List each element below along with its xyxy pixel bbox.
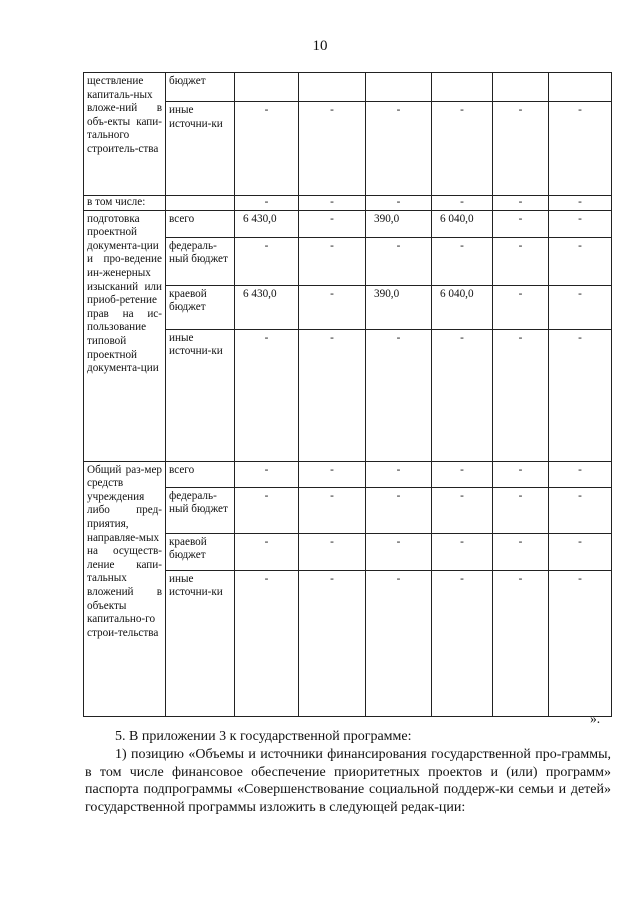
paragraph-item-1: 1) позицию «Объемы и источники финансирования государственной про-граммы, в том числе финансовое обеспечение приоритетных проектов и (или) программ» паспорта подпрограммы «Совершенствование социальной поддерж-ки семьи и детей» государственной программы изложить в следующей редак-ции: xyxy=(85,747,611,815)
source-cell: иные источни-ки xyxy=(166,102,235,196)
value-cell: - xyxy=(299,210,366,237)
value-cell: - xyxy=(549,570,612,716)
value-cell: - xyxy=(493,533,549,570)
value-cell: - xyxy=(549,461,612,487)
source-cell: всего xyxy=(166,210,235,237)
row-label-project-documentation: подготовка проектной документа-ции и про-ведение ин-женерных изысканий или приоб-ретение прав на ис-пользование типовой проектной документа-ции xyxy=(84,210,166,461)
value-cell: - xyxy=(235,570,299,716)
value-cell: - xyxy=(493,285,549,329)
value-cell xyxy=(493,73,549,102)
value-cell: - xyxy=(549,196,612,211)
value-cell: - xyxy=(299,329,366,461)
table-row xyxy=(84,461,612,487)
value-cell: - xyxy=(493,102,549,196)
value-cell: - xyxy=(299,237,366,285)
value-cell: - xyxy=(432,102,493,196)
value-cell: - xyxy=(366,329,432,461)
value-cell: - xyxy=(366,487,432,533)
value-cell: 390,0 xyxy=(366,285,432,329)
value-cell: - xyxy=(549,210,612,237)
source-cell: иные источни-ки xyxy=(166,329,235,461)
value-cell: - xyxy=(235,487,299,533)
table-row xyxy=(84,196,612,211)
value-cell: - xyxy=(299,533,366,570)
value-cell: 6 430,0 xyxy=(235,210,299,237)
source-cell xyxy=(166,196,235,211)
value-cell xyxy=(432,73,493,102)
value-cell xyxy=(235,73,299,102)
row-label-capital-investments: ществление капиталь-ных вложе-ний в объ-екты капи-тального строитель-ства xyxy=(84,73,166,196)
value-cell xyxy=(366,73,432,102)
source-cell: федераль-ный бюджет xyxy=(166,237,235,285)
value-cell: - xyxy=(432,487,493,533)
value-cell: 6 040,0 xyxy=(432,285,493,329)
source-cell: краевой бюджет xyxy=(166,285,235,329)
row-label-including: в том числе: xyxy=(84,196,166,211)
value-cell: - xyxy=(549,487,612,533)
value-cell: - xyxy=(493,570,549,716)
value-cell: - xyxy=(432,237,493,285)
value-cell: - xyxy=(299,285,366,329)
value-cell: - xyxy=(493,237,549,285)
value-cell: - xyxy=(549,329,612,461)
value-cell: - xyxy=(549,285,612,329)
source-cell: всего xyxy=(166,461,235,487)
value-cell: - xyxy=(432,461,493,487)
value-cell: - xyxy=(493,196,549,211)
value-cell xyxy=(299,73,366,102)
value-cell: - xyxy=(366,570,432,716)
value-cell: - xyxy=(432,570,493,716)
value-cell: - xyxy=(299,570,366,716)
value-cell: 390,0 xyxy=(366,210,432,237)
value-cell: - xyxy=(366,533,432,570)
value-cell: - xyxy=(493,461,549,487)
value-cell: - xyxy=(299,102,366,196)
paragraph-appendix-3: 5. В приложении 3 к государственной программе: xyxy=(115,729,412,744)
value-cell: - xyxy=(493,487,549,533)
page-number: 10 xyxy=(312,38,328,54)
source-cell: бюджет xyxy=(166,73,235,102)
value-cell: - xyxy=(235,102,299,196)
table-row xyxy=(84,73,612,102)
source-cell: федераль-ный бюджет xyxy=(166,487,235,533)
value-cell: 6 040,0 xyxy=(432,210,493,237)
value-cell: - xyxy=(549,102,612,196)
value-cell: - xyxy=(299,461,366,487)
value-cell: - xyxy=(366,196,432,211)
closing-quote: ». xyxy=(590,711,601,726)
value-cell: - xyxy=(366,461,432,487)
value-cell: - xyxy=(493,210,549,237)
value-cell: - xyxy=(549,237,612,285)
value-cell: - xyxy=(493,329,549,461)
value-cell: - xyxy=(366,102,432,196)
table-row xyxy=(84,210,612,237)
value-cell xyxy=(549,73,612,102)
row-label-institution-funds: Общий раз-мер средств учреждения либо пред-приятия, направляе-мых на осуществ-ление капи-тальных вложений в объекты капитально-го строи-тельства xyxy=(84,461,166,716)
source-cell: краевой бюджет xyxy=(166,533,235,570)
value-cell: - xyxy=(235,237,299,285)
value-cell: - xyxy=(432,533,493,570)
value-cell: - xyxy=(235,461,299,487)
value-cell: - xyxy=(549,533,612,570)
value-cell: - xyxy=(235,196,299,211)
value-cell: - xyxy=(299,196,366,211)
value-cell: - xyxy=(366,237,432,285)
value-cell: - xyxy=(235,533,299,570)
value-cell: 6 430,0 xyxy=(235,285,299,329)
source-cell: иные источни-ки xyxy=(166,570,235,716)
value-cell: - xyxy=(432,329,493,461)
value-cell: - xyxy=(432,196,493,211)
value-cell: - xyxy=(299,487,366,533)
funding-table xyxy=(83,72,612,717)
value-cell: - xyxy=(235,329,299,461)
